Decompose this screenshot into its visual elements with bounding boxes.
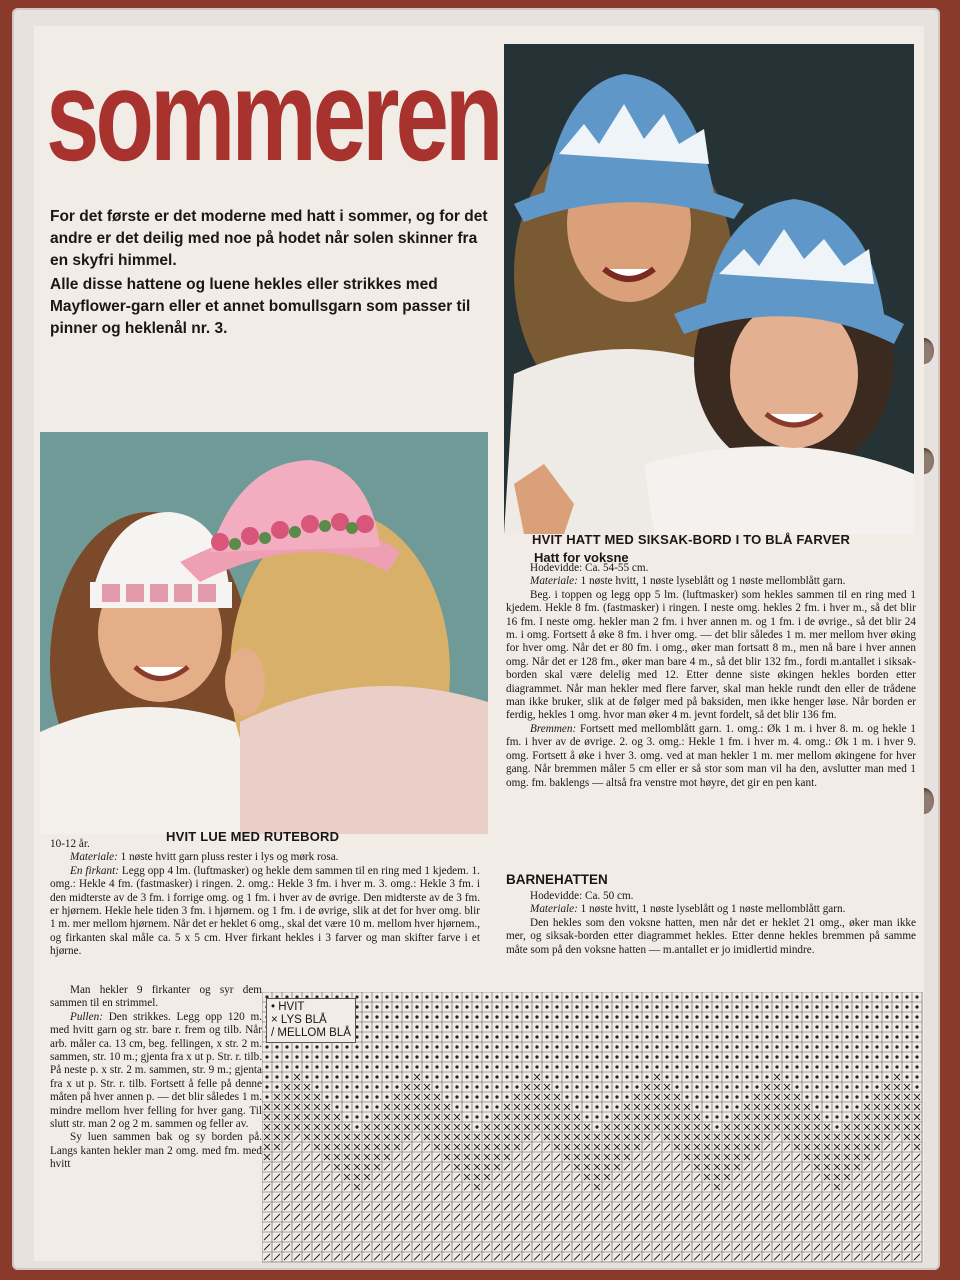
materials-label: Materiale: [530, 903, 578, 916]
adult-hat-instructions [506, 562, 916, 790]
square-instructions [50, 865, 480, 959]
plastic-sleeve [12, 8, 940, 1270]
legend-white: • HVIT [271, 1001, 305, 1013]
chart-gridlines [262, 992, 922, 1262]
cap-instructions [50, 838, 480, 959]
caption-adult-hat: HVIT HATT MED SIKSAK-BORD I TO BLÅ FARVER [532, 532, 851, 547]
materials [50, 851, 480, 864]
materials-label: Materiale: [70, 851, 118, 864]
brim-label: Bremmen: [530, 722, 577, 735]
finishing-text: Sy luen sammen bak og sy borden på. Langs kanten hekler man 2 omg. med fm. med hvitt [50, 1131, 262, 1171]
age-range: 10-12 år. [50, 838, 90, 850]
crown-label: Pullen: [70, 1010, 103, 1023]
strip-text: Man hekler 9 firkanter og syr dem sammen til en strimmel. [50, 984, 262, 1010]
subheading-adult-hat: Hatt for voksne [534, 550, 629, 565]
legend-light-blue: × LYS BLÅ [271, 1014, 327, 1026]
crown-text: Den strikkes. Legg opp 120 m. med hvitt garn og str. bare r. frem og tilb. Når arb. måler ca. 13 cm, beg. fellingen, x str. 2 m. sammen, str. 10 m.; gjenta fra x ut p. Str. r. tilb. På neste p. x str. 2 m. sammen, str. 9 m.; gjenta fra x ut p. Str. r. tilb. Fortsett å felle på denne måten på hver annen p. — det blir således 1 m. mindre mellom hver felling for hver gang. Til slutt str. man 2 og 2 m. sammen og feller av. [50, 1010, 262, 1131]
child-hat-heading: BARNEHATTEN [506, 872, 608, 887]
square-label: En firkant: [70, 864, 119, 877]
magazine-page [34, 26, 924, 1261]
materials-text: 1 nøste hvitt, 1 nøste lyseblått og 1 nøste mellomblått garn. [577, 575, 846, 588]
intro-paragraph: Alle disse hattene og luene hekles eller strikkes med Mayflower-garn eller et annet bomullsgarn som passer til pinner og heklenål nr. 3. [50, 276, 471, 337]
materials [506, 575, 916, 588]
photo-pink-hat [40, 432, 488, 834]
intro-text [50, 206, 490, 342]
instructions-body: Beg. i toppen og legg opp 5 lm. (luftmasker) som hekles sammen til en ring med 1 kjedem. Hekle 8 fm. (fastmasker) i ringen. I neste omg. hekles 2 fm. i hver m., så det blir 16 fm. I neste omg. hekler man 2 fm. i hver annen m. og 1 fm. i de øvrige., så det blir 24 m. i omg. Fortsett å øke 8 fm. i hver omg. — det blir således 1 m. mer mellom hver øking for hver omg. Når det er 80 fm. i omg., øker man fortsatt 8 m., men nå bare i hver annen omg. Når det er 128 fm., øker man bare 4 m., så det blir 132 fm., fordi m.antallet i siksak-borden skal være delelig med 12. Etter denne siste økingen hekles borden etter diagrammet. Når man hekler med flere farver, skal man hekle rundt den eller de trådene man ikke bruker, slik at de følger med på baksiden, men ikke henger løse. Når borden er ferdig, hekles 1 omg. hvor man øker 4 m. jevnt fordelt, så det blir 136 fm. [506, 588, 916, 722]
caption-cap: HVIT LUE MED RUTEBORD [166, 829, 340, 844]
materials-text: 1 nøste hvitt, 1 nøste lyseblått og 1 nøste mellomblått garn. [577, 903, 846, 916]
chart-legend [266, 998, 356, 1043]
head-size: Hodevidde: Ca. 50 cm. [530, 890, 634, 902]
legend-medium-blue: / MELLOM BLÅ [271, 1027, 351, 1039]
zigzag-chart [262, 992, 924, 1264]
intro-paragraph: For det første er det moderne med hatt i sommer, og for det andre er det deilig med noe på hodet når solen skinner fra en skyfri himmel. [50, 208, 488, 269]
materials-text: 1 nøste hvitt garn pluss rester i lys og mørk rosa. [117, 851, 339, 864]
square-text: Legg opp 4 lm. (luftmasker) og hekle dem sammen til en ring med 1 kjedem. 1. omg.: Hekle 4 fm. (fastmasker) i ringen. 2. omg.: Hekle 3 fm. i hver m. 3. omg.: Hekle 3 fm. i den midterste av de 3 fm. i forrige omg. og 1 fm. i hver av de øvrige. Den midterste av de 3 fm. er hjørnem. Hekle hele tiden 3 fm. i hjørnem. og 1 fm. i de øvrige, slik at det for hver omg. blir 1 m. mer mellom hjørnem. Når det er heklet 6 omg., skal det være 10 m. mellom hver hjørnem., og firkanten skal måle ca. 5 x 5 cm. Hver firkant hekles i 3 farver og man skifter farve i et hjørne. [50, 864, 480, 958]
chart-grid [262, 992, 924, 1264]
child-hat-instructions [506, 890, 916, 957]
crown-instructions [50, 1011, 262, 1132]
instructions-body: Den hekles som den voksne hatten, men når det er heklet 21 omg., øker man ikke mer, og siksak-borden etter diagrammet hekles. Etter denne hekles bremmen på samme måte som på den voksne hatten — m.antallet er jo imidlertid mindre. [506, 916, 916, 956]
materials [506, 903, 916, 916]
brim-text: Fortsett med mellomblått garn. 1. omg.: Øk 1 m. i hver 8. m. og hekle 1 fm. i hver av de øvrige. 2. og 3. omg.: Hekle 1 fm. i hver m. 4. omg.: Øk 1 m. i hver 9. omg. Fortsett å øke i hver 3. omg. ved at man hekler 1 m. mer mellom økingene for hver gang. Når bremmen måler 5 cm eller er så stor som man vil ha den, avslutter man med 1 omg. fm. baklengs — altså fra venstre mot høyre, det gir en pen kant. [506, 722, 916, 789]
head-size: Hodevidde: Ca. 54-55 cm. [530, 562, 649, 574]
cap-instructions-continued [50, 984, 262, 1172]
materials-label: Materiale: [530, 575, 578, 588]
page-title: sommeren [46, 43, 500, 189]
photo-blue-hats [504, 44, 914, 534]
brim-instructions [506, 723, 916, 790]
